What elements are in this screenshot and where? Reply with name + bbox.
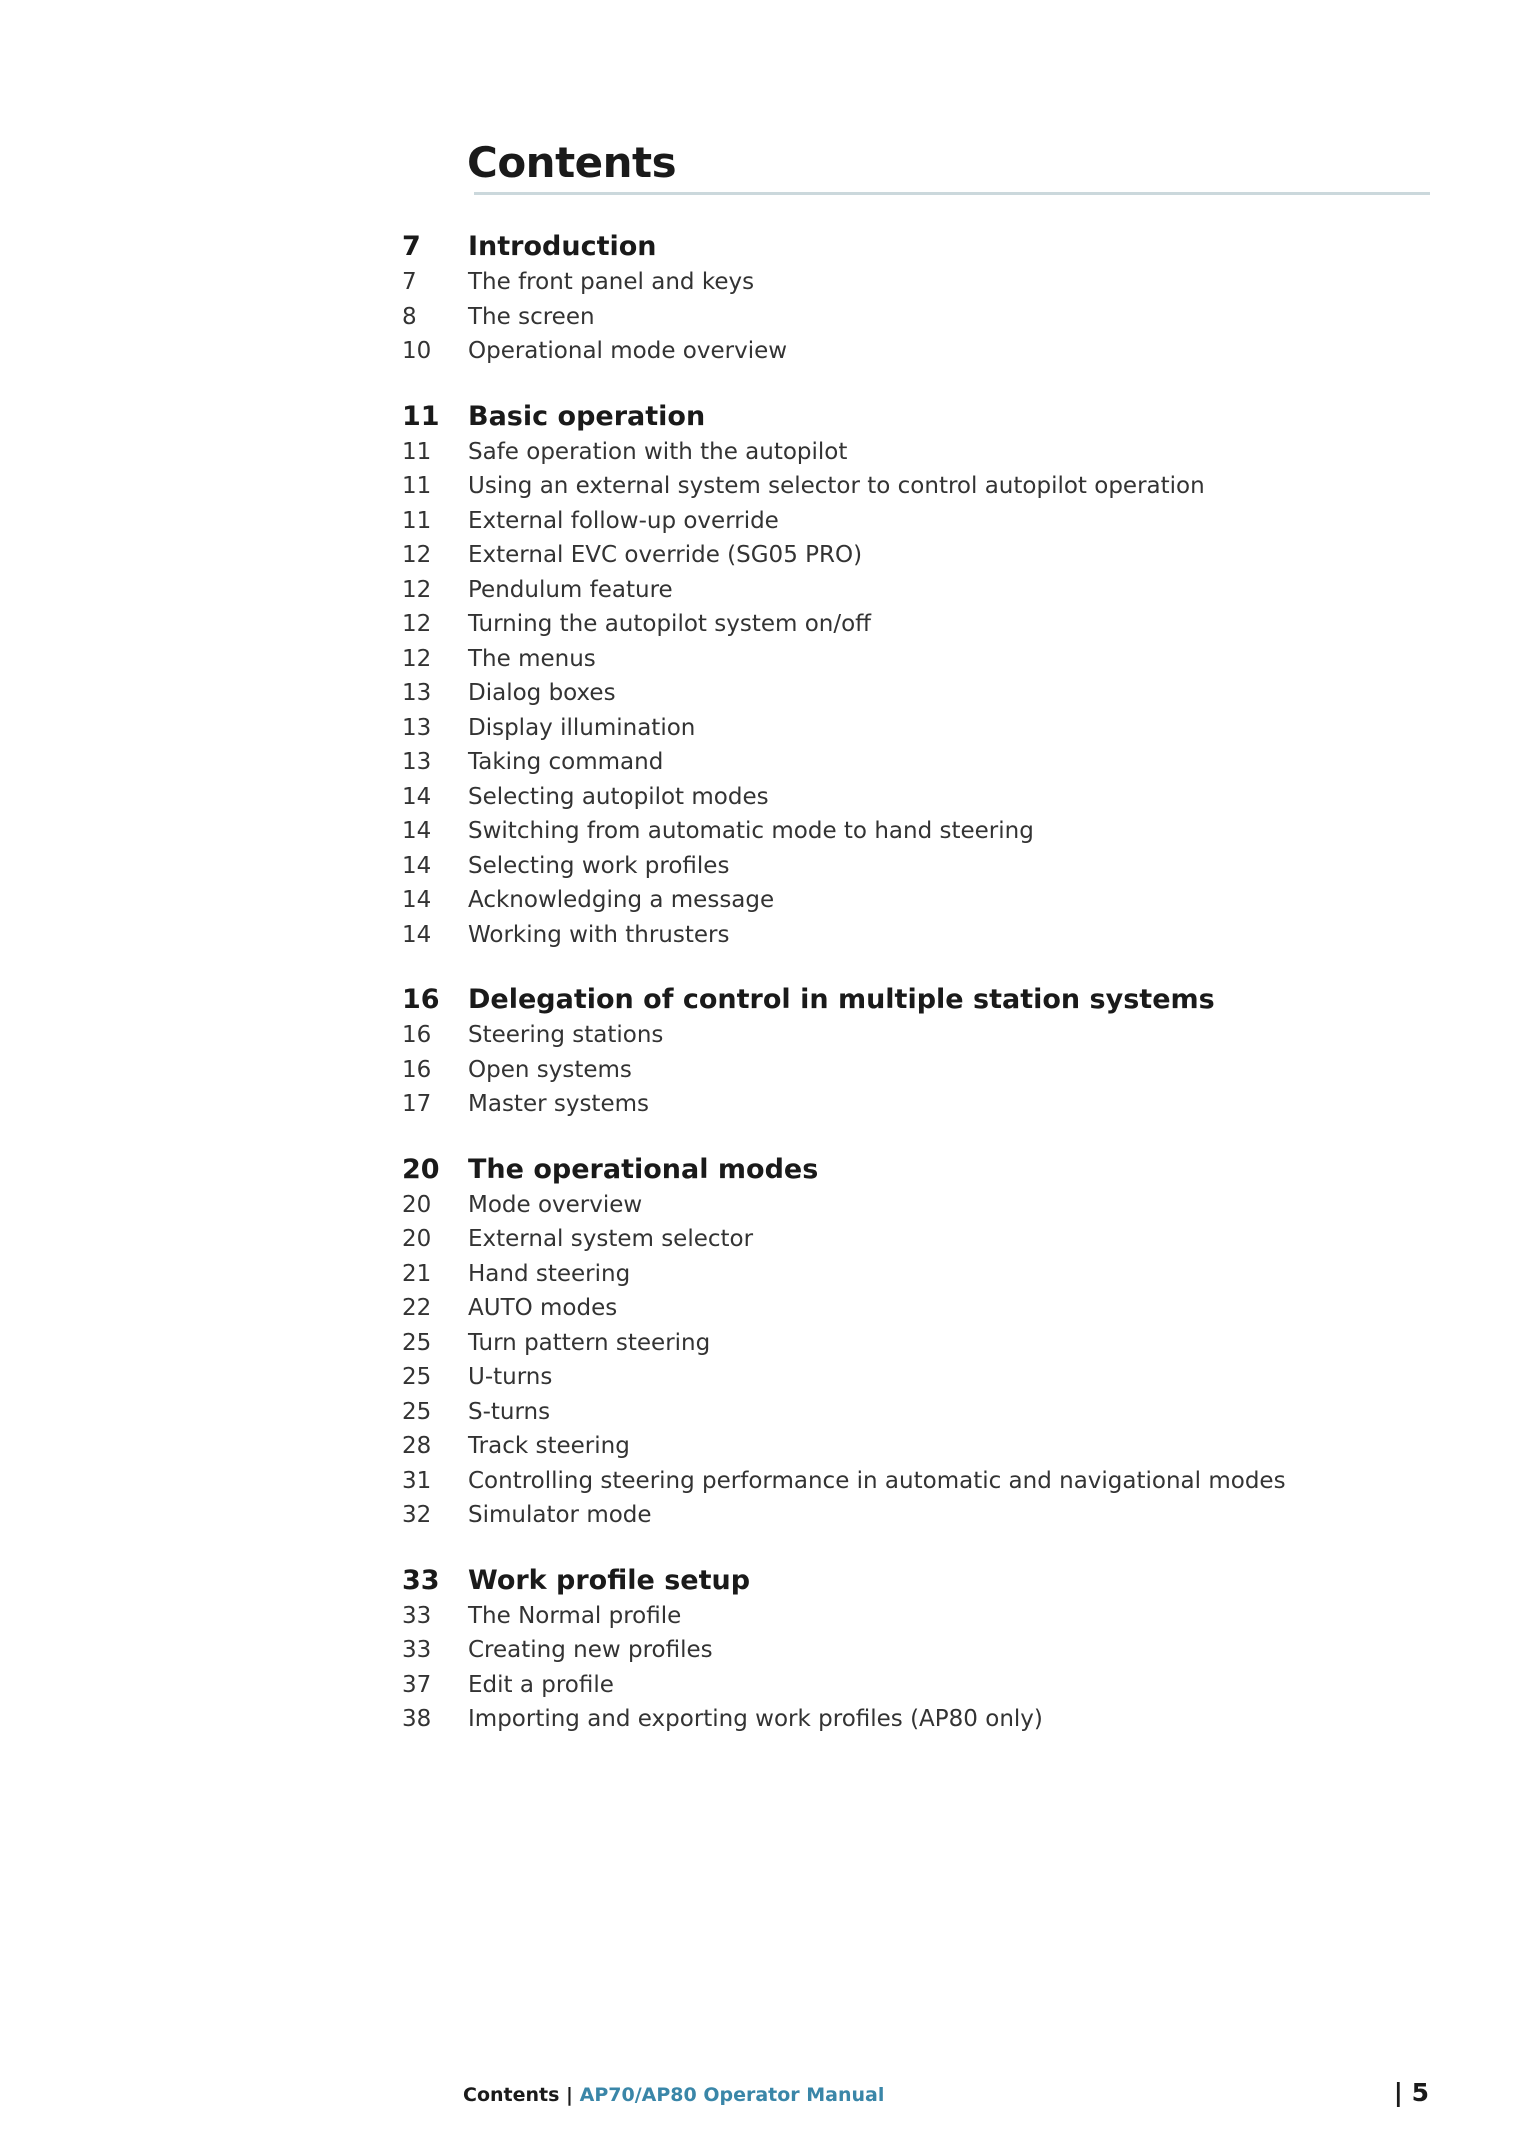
toc-entry[interactable] — [402, 1087, 1402, 1122]
toc-entry-page: 11 — [402, 473, 432, 500]
toc-entry[interactable] — [402, 1326, 1402, 1361]
toc-entry-page: 11 — [402, 438, 432, 465]
toc-entry-page: 11 — [402, 507, 432, 534]
toc-section-page: 11 — [402, 400, 440, 432]
toc-entry-title: External follow-up override — [468, 507, 779, 534]
page-number: | 5 — [1393, 2078, 1429, 2107]
toc-entry-page: 12 — [402, 542, 432, 569]
toc-entry-title: Working with thrusters — [468, 921, 730, 948]
toc-entry[interactable] — [402, 469, 1402, 504]
toc-entry[interactable] — [402, 300, 1402, 335]
toc-entry-title: Controlling steering performance in automatic and navigational modes — [468, 1467, 1286, 1494]
toc-entry[interactable] — [402, 918, 1402, 953]
toc-entry-title: The Normal profile — [468, 1602, 682, 1629]
toc-entry-page: 8 — [402, 303, 417, 330]
toc-entry[interactable] — [402, 334, 1402, 369]
toc-entry-page: 14 — [402, 921, 432, 948]
toc-section — [402, 1562, 1402, 1737]
toc-entry[interactable] — [402, 1188, 1402, 1223]
toc-entry[interactable] — [402, 1702, 1402, 1737]
toc-entry-page: 33 — [402, 1602, 432, 1629]
toc-entry-title: Hand steering — [468, 1260, 631, 1287]
toc-entry-title: S-turns — [468, 1398, 551, 1425]
toc-entry-page: 14 — [402, 818, 432, 845]
table-of-contents — [402, 228, 1402, 1766]
toc-entry[interactable] — [402, 883, 1402, 918]
toc-entry-title: Open systems — [468, 1056, 632, 1083]
toc-entry[interactable] — [402, 1018, 1402, 1053]
toc-entry-page: 25 — [402, 1329, 432, 1356]
toc-entry-title: AUTO modes — [468, 1295, 618, 1322]
toc-entry-title: Using an external system selector to control autopilot operation — [468, 473, 1205, 500]
toc-section — [402, 398, 1402, 953]
toc-entry-title: Switching from automatic mode to hand steering — [468, 818, 1034, 845]
footer-section: Contents — [463, 2084, 560, 2106]
toc-entry-page: 13 — [402, 714, 432, 741]
toc-entry-page: 14 — [402, 852, 432, 879]
toc-entry-title: Master systems — [468, 1091, 649, 1118]
toc-entry[interactable] — [402, 1360, 1402, 1395]
toc-entry[interactable] — [402, 849, 1402, 884]
footer — [463, 2084, 884, 2106]
toc-entry-page: 32 — [402, 1502, 432, 1529]
toc-entry-page: 33 — [402, 1637, 432, 1664]
toc-entry-title: U-turns — [468, 1364, 553, 1391]
toc-section-page: 33 — [402, 1564, 440, 1596]
toc-entry-title: The front panel and keys — [468, 269, 755, 296]
toc-entry[interactable] — [402, 1633, 1402, 1668]
toc-entry-page: 16 — [402, 1056, 432, 1083]
toc-entry-title: Acknowledging a message — [468, 887, 775, 914]
toc-entry-title: External system selector — [468, 1226, 754, 1253]
toc-entry[interactable] — [402, 435, 1402, 470]
toc-entry[interactable] — [402, 1668, 1402, 1703]
toc-entry[interactable] — [402, 1599, 1402, 1634]
toc-entry-page: 25 — [402, 1364, 432, 1391]
page-title: Contents — [467, 138, 677, 187]
toc-section — [402, 981, 1402, 1122]
footer-separator: | — [566, 2084, 573, 2106]
toc-entry[interactable] — [402, 538, 1402, 573]
toc-entry-page: 21 — [402, 1260, 432, 1287]
toc-entry-page: 14 — [402, 783, 432, 810]
toc-entry[interactable] — [402, 676, 1402, 711]
toc-entry-page: 38 — [402, 1706, 432, 1733]
toc-entry-title: Track steering — [468, 1433, 630, 1460]
toc-entry[interactable] — [402, 1395, 1402, 1430]
toc-entry[interactable] — [402, 711, 1402, 746]
toc-entry-title: Edit a profile — [468, 1671, 614, 1698]
toc-entry-page: 20 — [402, 1226, 432, 1253]
toc-entry-page: 12 — [402, 645, 432, 672]
toc-entry-page: 14 — [402, 887, 432, 914]
toc-entry-title: Steering stations — [468, 1022, 664, 1049]
toc-entry-title: Turn pattern steering — [468, 1329, 711, 1356]
toc-entry[interactable] — [402, 1464, 1402, 1499]
toc-section — [402, 228, 1402, 369]
toc-entry-title: Simulator mode — [468, 1502, 652, 1529]
toc-entry-page: 16 — [402, 1022, 432, 1049]
toc-entry-page: 13 — [402, 749, 432, 776]
toc-section — [402, 1151, 1402, 1533]
toc-entry-title: The menus — [468, 645, 596, 672]
toc-section-page: 7 — [402, 231, 421, 262]
toc-entry-title: Pendulum feature — [468, 576, 673, 603]
toc-section-heading[interactable] — [402, 981, 1402, 1018]
title-divider — [474, 192, 1430, 195]
toc-entry[interactable] — [402, 1498, 1402, 1533]
toc-entry-title: The screen — [468, 303, 595, 330]
toc-entry-page: 22 — [402, 1295, 432, 1322]
toc-entry[interactable] — [402, 1257, 1402, 1292]
footer-manual-title: AP70/AP80 Operator Manual — [579, 2084, 885, 2106]
toc-section-title: Basic operation — [468, 400, 706, 432]
toc-entry[interactable] — [402, 780, 1402, 815]
toc-entry[interactable] — [402, 1429, 1402, 1464]
toc-section-heading[interactable] — [402, 398, 1402, 435]
toc-section-heading[interactable] — [402, 1151, 1402, 1188]
toc-entry-page: 7 — [402, 269, 417, 296]
toc-entry[interactable] — [402, 745, 1402, 780]
toc-entry-title: Safe operation with the autopilot — [468, 438, 848, 465]
toc-section-title: The operational modes — [468, 1153, 819, 1185]
toc-entry-page: 10 — [402, 338, 432, 365]
toc-entry-page: 12 — [402, 611, 432, 638]
toc-entry-title: Selecting autopilot modes — [468, 783, 769, 810]
toc-entry-title: Operational mode overview — [468, 338, 788, 365]
toc-entry[interactable] — [402, 1291, 1402, 1326]
toc-entry-title: Importing and exporting work profiles (AP80 only) — [468, 1706, 1043, 1733]
toc-section-heading[interactable] — [402, 1562, 1402, 1599]
toc-entry[interactable] — [402, 642, 1402, 677]
toc-entry[interactable] — [402, 1053, 1402, 1088]
toc-entry-title: Mode overview — [468, 1191, 643, 1218]
toc-section-page: 16 — [402, 984, 440, 1015]
toc-entry-page: 20 — [402, 1191, 432, 1218]
toc-entry-page: 17 — [402, 1091, 432, 1118]
toc-entry-title: External EVC override (SG05 PRO) — [468, 542, 863, 569]
toc-entry-title: Dialog boxes — [468, 680, 616, 707]
toc-section-title: Delegation of control in multiple station systems — [468, 984, 1215, 1015]
toc-section-title: Introduction — [468, 231, 657, 262]
toc-entry-title: Creating new profiles — [468, 1637, 713, 1664]
toc-entry-title: Selecting work profiles — [468, 852, 730, 879]
toc-entry-page: 28 — [402, 1433, 432, 1460]
toc-entry[interactable] — [402, 265, 1402, 300]
toc-entry-page: 31 — [402, 1467, 432, 1494]
toc-entry-title: Turning the autopilot system on/off — [468, 611, 872, 638]
toc-section-heading[interactable] — [402, 228, 1402, 265]
toc-section-page: 20 — [402, 1153, 440, 1185]
toc-entry[interactable] — [402, 1222, 1402, 1257]
toc-entry[interactable] — [402, 607, 1402, 642]
toc-entry[interactable] — [402, 573, 1402, 608]
toc-entry-title: Taking command — [468, 749, 664, 776]
toc-entry[interactable] — [402, 504, 1402, 539]
toc-entry[interactable] — [402, 814, 1402, 849]
toc-entry-page: 12 — [402, 576, 432, 603]
toc-entry-page: 25 — [402, 1398, 432, 1425]
toc-section-title: Work profile setup — [468, 1564, 751, 1596]
toc-entry-page: 13 — [402, 680, 432, 707]
toc-entry-title: Display illumination — [468, 714, 696, 741]
toc-entry-page: 37 — [402, 1671, 432, 1698]
